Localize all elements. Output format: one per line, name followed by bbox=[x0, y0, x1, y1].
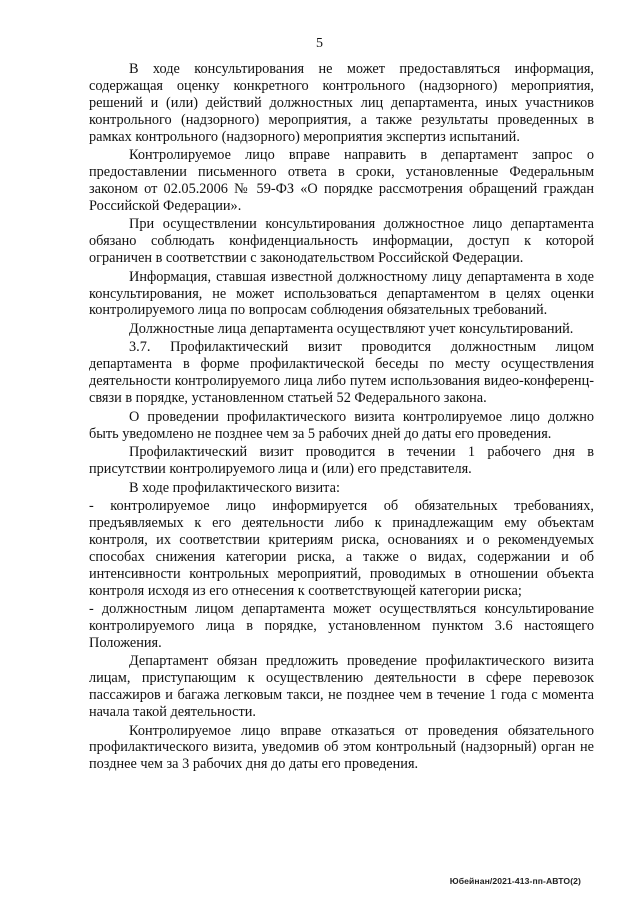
paragraph-confidentiality: При осуществлении консультирования должностное лицо департамента обязано соблюдать конфиденциальность информации, доступ к которой ограничен в соответствии с законодательством Российской Федерации. bbox=[89, 216, 594, 267]
paragraph-visit-refusal: Контролируемое лицо вправе отказаться от проведения обязательного профилактического визита, уведомив об этом контрольный (надзорный) орган не позднее чем за 3 рабочих дня до даты его проведения. bbox=[89, 722, 594, 773]
paragraph-visit-intro: В ходе профилактического визита: bbox=[129, 479, 340, 496]
paragraph-consultation-limits: В ходе консультирования не может предоставляться информация, содержащая оценку конкретного контрольного (надзорного) мероприятия, решений и (или) действий должностных лиц департамента, иных участников контрольного (надзорного) мероприятия, а также результаты проведенных в рамках контрольного (надзорного) мероприятия экспертиз испытаний. bbox=[89, 61, 594, 145]
paragraph-visit-notice: О проведении профилактического визита контролируемое лицо должно быть уведомлено не позднее чем за 5 рабочих дней до даты его проведения. bbox=[89, 408, 594, 442]
paragraph-consultation-records: Должностные лица департамента осуществляют учет консультирований. bbox=[129, 320, 574, 337]
page-number: 5 bbox=[316, 36, 323, 51]
paragraph-visit-duration: Профилактический визит проводится в течении 1 рабочего дня в присутствии контролируемого лица и (или) его представителя. bbox=[89, 444, 594, 477]
list-item-informing: - контролируемое лицо информируется об обязательных требованиях, предъявляемых к его деятельности либо к принадлежащим ему объектам контроля, их соответствии критериям риска, основаниях и о рекомендуемых способах снижения категории риска, а также о видах, содержании и об интенсивности контрольных мероприятий, проводимых в отношении объекта контроля исходя из его отнесения к соответствующей категории риска; bbox=[89, 498, 594, 599]
document-footer-code: Юбейнан/2021-413-пп-АВТО(2) bbox=[449, 876, 581, 886]
document-body bbox=[89, 61, 594, 775]
list-item-consulting: - должностным лицом департамента может осуществляться консультирование контролируемого лица в порядке, установленном пунктом 3.6 настоящего Положения. bbox=[89, 601, 594, 651]
paragraph-information-use: Информация, ставшая известной должностному лицу департамента в ходе консультирования, не может использоваться департаментом в целях оценки контролируемого лица по вопросам соблюдения обязательных требований. bbox=[89, 268, 594, 319]
paragraph-mandatory-visit: Департамент обязан предложить проведение профилактического визита лицам, приступающим к осуществлению деятельности в сфере перевозок пассажиров и багажа легковым такси, не позднее чем в течение 1 года с момента начала такой деятельности. bbox=[89, 653, 594, 721]
paragraph-written-request: Контролируемое лицо вправе направить в департамент запрос о предоставлении письменного ответа в сроки, установленные Федеральным законом от 02.05.2006 № 59-ФЗ «О порядке рассмотрения обращений граждан Российской Федерации». bbox=[89, 147, 594, 214]
paragraph-3-7-preventive-visit: 3.7. Профилактический визит проводится должностным лицом департамента в форме профилактической беседы по месту осуществления деятельности контролируемого лица либо путем использования видео-конференц-связи в порядке, установленном статьей 52 Федерального закона. bbox=[89, 339, 594, 407]
